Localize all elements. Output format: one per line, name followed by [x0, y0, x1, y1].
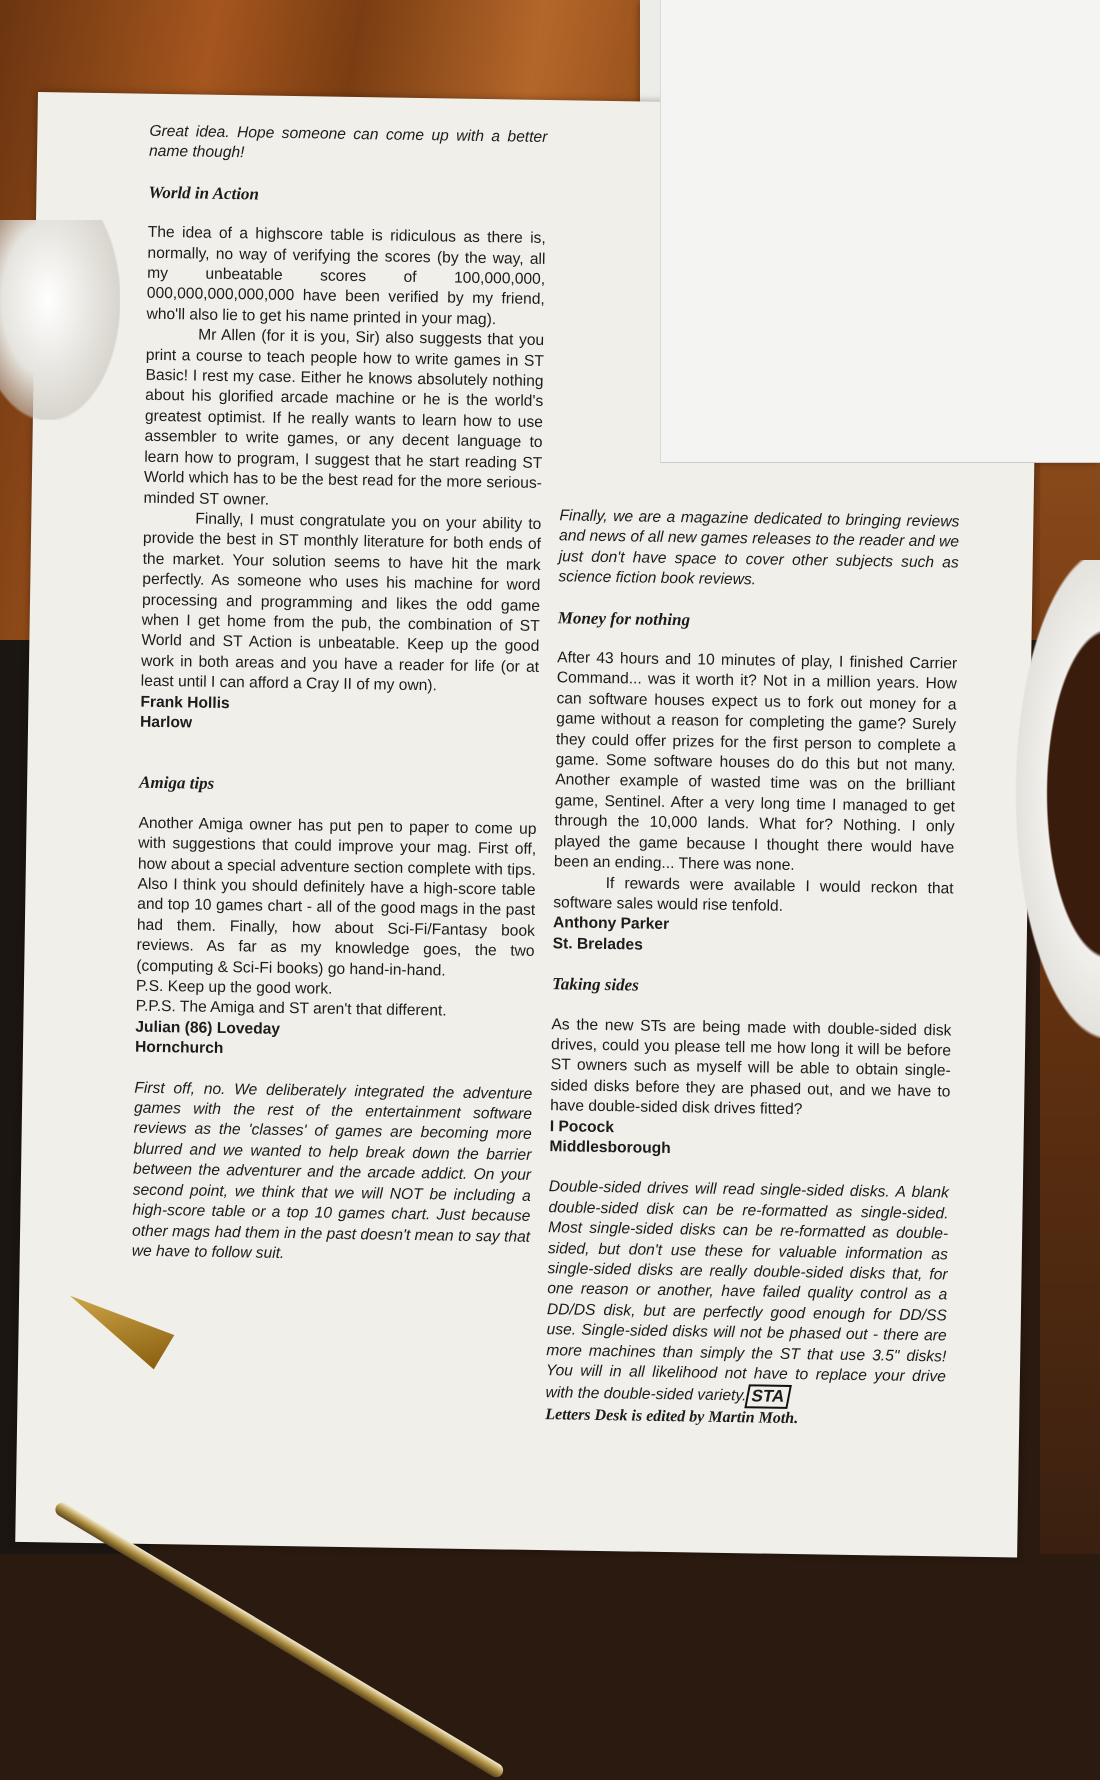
- signature-name: Julian (86) Loveday: [135, 1018, 281, 1038]
- coffee-mug: [1000, 560, 1100, 1080]
- heading-amiga-tips: Amiga tips: [139, 773, 215, 794]
- signature-name: Frank Hollis: [140, 693, 230, 712]
- postscript: P.P.S. The Amiga and ST aren't that different.: [135, 998, 447, 1020]
- editor-reply-continued: Finally, we are a magazine dedicated to bringing reviews and news of all new games releases to the reader and we just don't have space to cover other subjects such as science fiction book reviews.: [558, 507, 960, 589]
- letter-paragraph: The idea of a highscore table is ridiculous as there is, normally, no way of verifying the scores (by the way, all my unbeatable scores of 100,000,000, 000,000,000,000,000 have been verified by my friend, who'll also lie to get his name printed in your mag).: [146, 223, 546, 329]
- editor-credit: Letters Desk is edited by Martin Moth.: [545, 1406, 799, 1428]
- paper-sheet-front: [660, 0, 1100, 463]
- intro-reply: Great idea. Hope someone can come up with a better name though!: [148, 122, 548, 162]
- letter-paragraph: Mr Allen (for it is you, Sir) also suggests that you print a course to teach people how to write games in ST Basic! I rest my case. Either he knows absolutely nothing about his glorified arcade machine or he is the world's greatest optimist. If he really wants to learn how to use assembler to write games, or any decent language to learn how to program, I suggest that he start reading ST World which has to be the best read for the more serious-minded ST owner.: [143, 326, 545, 509]
- signature-town: Hornchurch: [134, 1038, 224, 1058]
- letter-paragraph: Finally, I must congratulate you on your ability to provide the best in ST monthly literature for both ends of the market. Your solution seems to have hit the mark perfectly. As someone who uses his machine for word processing and programming and likes the odd game when I get home from the pub, the combination of ST World and ST Action is unbeatable. Keep up the good work in both areas and you have a reader for life (or at least until I can afford a Cray II of my own).: [140, 510, 542, 695]
- editor-reply: First off, no. We deliberately integrated the adventure games with the rest of the entertainment software reviews as the 'classes' of games are becoming more blurred and we wanted to help break down the barrier between the adventurer and the arcade addict. On your second point, we think that we will NOT be including a high-score table or a top 10 games chart. Just because other mags had them in the past doesn't mean to say that we have to follow suit.: [131, 1079, 533, 1262]
- correction-fluid-bottle: [0, 220, 120, 420]
- sta-logo: STA: [744, 1385, 791, 1410]
- letter-paragraph: As the new STs are being made with double-sided disk drives, could you please tell me how long it will be before ST owners such as myself will be able to obtain single-sided disks before they are phased out, and we have to have double-sided disk drives fitted?: [550, 1015, 952, 1119]
- letter-paragraph: Another Amiga owner has put pen to paper to come up with suggestions that could improve your mag. First off, how about a special adventure section complete with tips. Also I think you should definitely have a high-score table and top 10 games chart - all of the good mags in the past had them. Finally, how about Sci-Fi/Fantasy book reviews. As far as my knowledge goes, the two (computing & Sci-Fi books) go hand-in-hand.: [136, 814, 537, 980]
- editor-reply: [545, 1178, 949, 1412]
- heading-money-for-nothing: Money for nothing: [557, 607, 691, 629]
- editor-reply-text: Double-sided drives will read single-sided disks. A blank double-sided disk can be re-formatted as single-sided. Most single-sided disks can be re-formatted as double-sided, but don't use these for valuable information as single-sided disks are really double-sided disks that, for one reason or another, have failed quality control as a DD/DS disk, but are perfectly good enough for DD/SS use. Single-sided disks will not be phased out - there are more machines than simply the ST that use 3.5" disks! You will in all likelihood not have to replace your drive with the double-sided variety.: [545, 1178, 949, 1405]
- signature-town: Middlesborough: [549, 1138, 671, 1158]
- postscript: P.S. Keep up the good work.: [135, 977, 333, 998]
- signature-town: St. Brelades: [552, 934, 643, 954]
- heading-world-in-action: World in Action: [148, 182, 260, 204]
- right-column: [545, 506, 959, 1432]
- letter-paragraph: After 43 hours and 10 minutes of play, I finished Carrier Command... was it worth it? Not in a million years. How can software houses expect us to fork out money for a game without a reason for completing the game? Surely they could offer prizes for the first person to complete a game. Some software houses do do this but not many. Another example of wasted time was on the brilliant game, Sentinel. After a very long time I managed to get through the 10,000 lands. What for? Nothing. I only played the game because I thought there would have been an ending... There was none.: [553, 649, 958, 875]
- signature-name: Anthony Parker: [552, 914, 670, 934]
- signature-name: I Pocock: [549, 1117, 615, 1136]
- signature-town: Harlow: [139, 713, 193, 732]
- left-column: [132, 122, 548, 1268]
- letter-paragraph: If rewards were available I would reckon that software sales would rise tenfold.: [553, 874, 954, 915]
- heading-taking-sides: Taking sides: [551, 974, 639, 995]
